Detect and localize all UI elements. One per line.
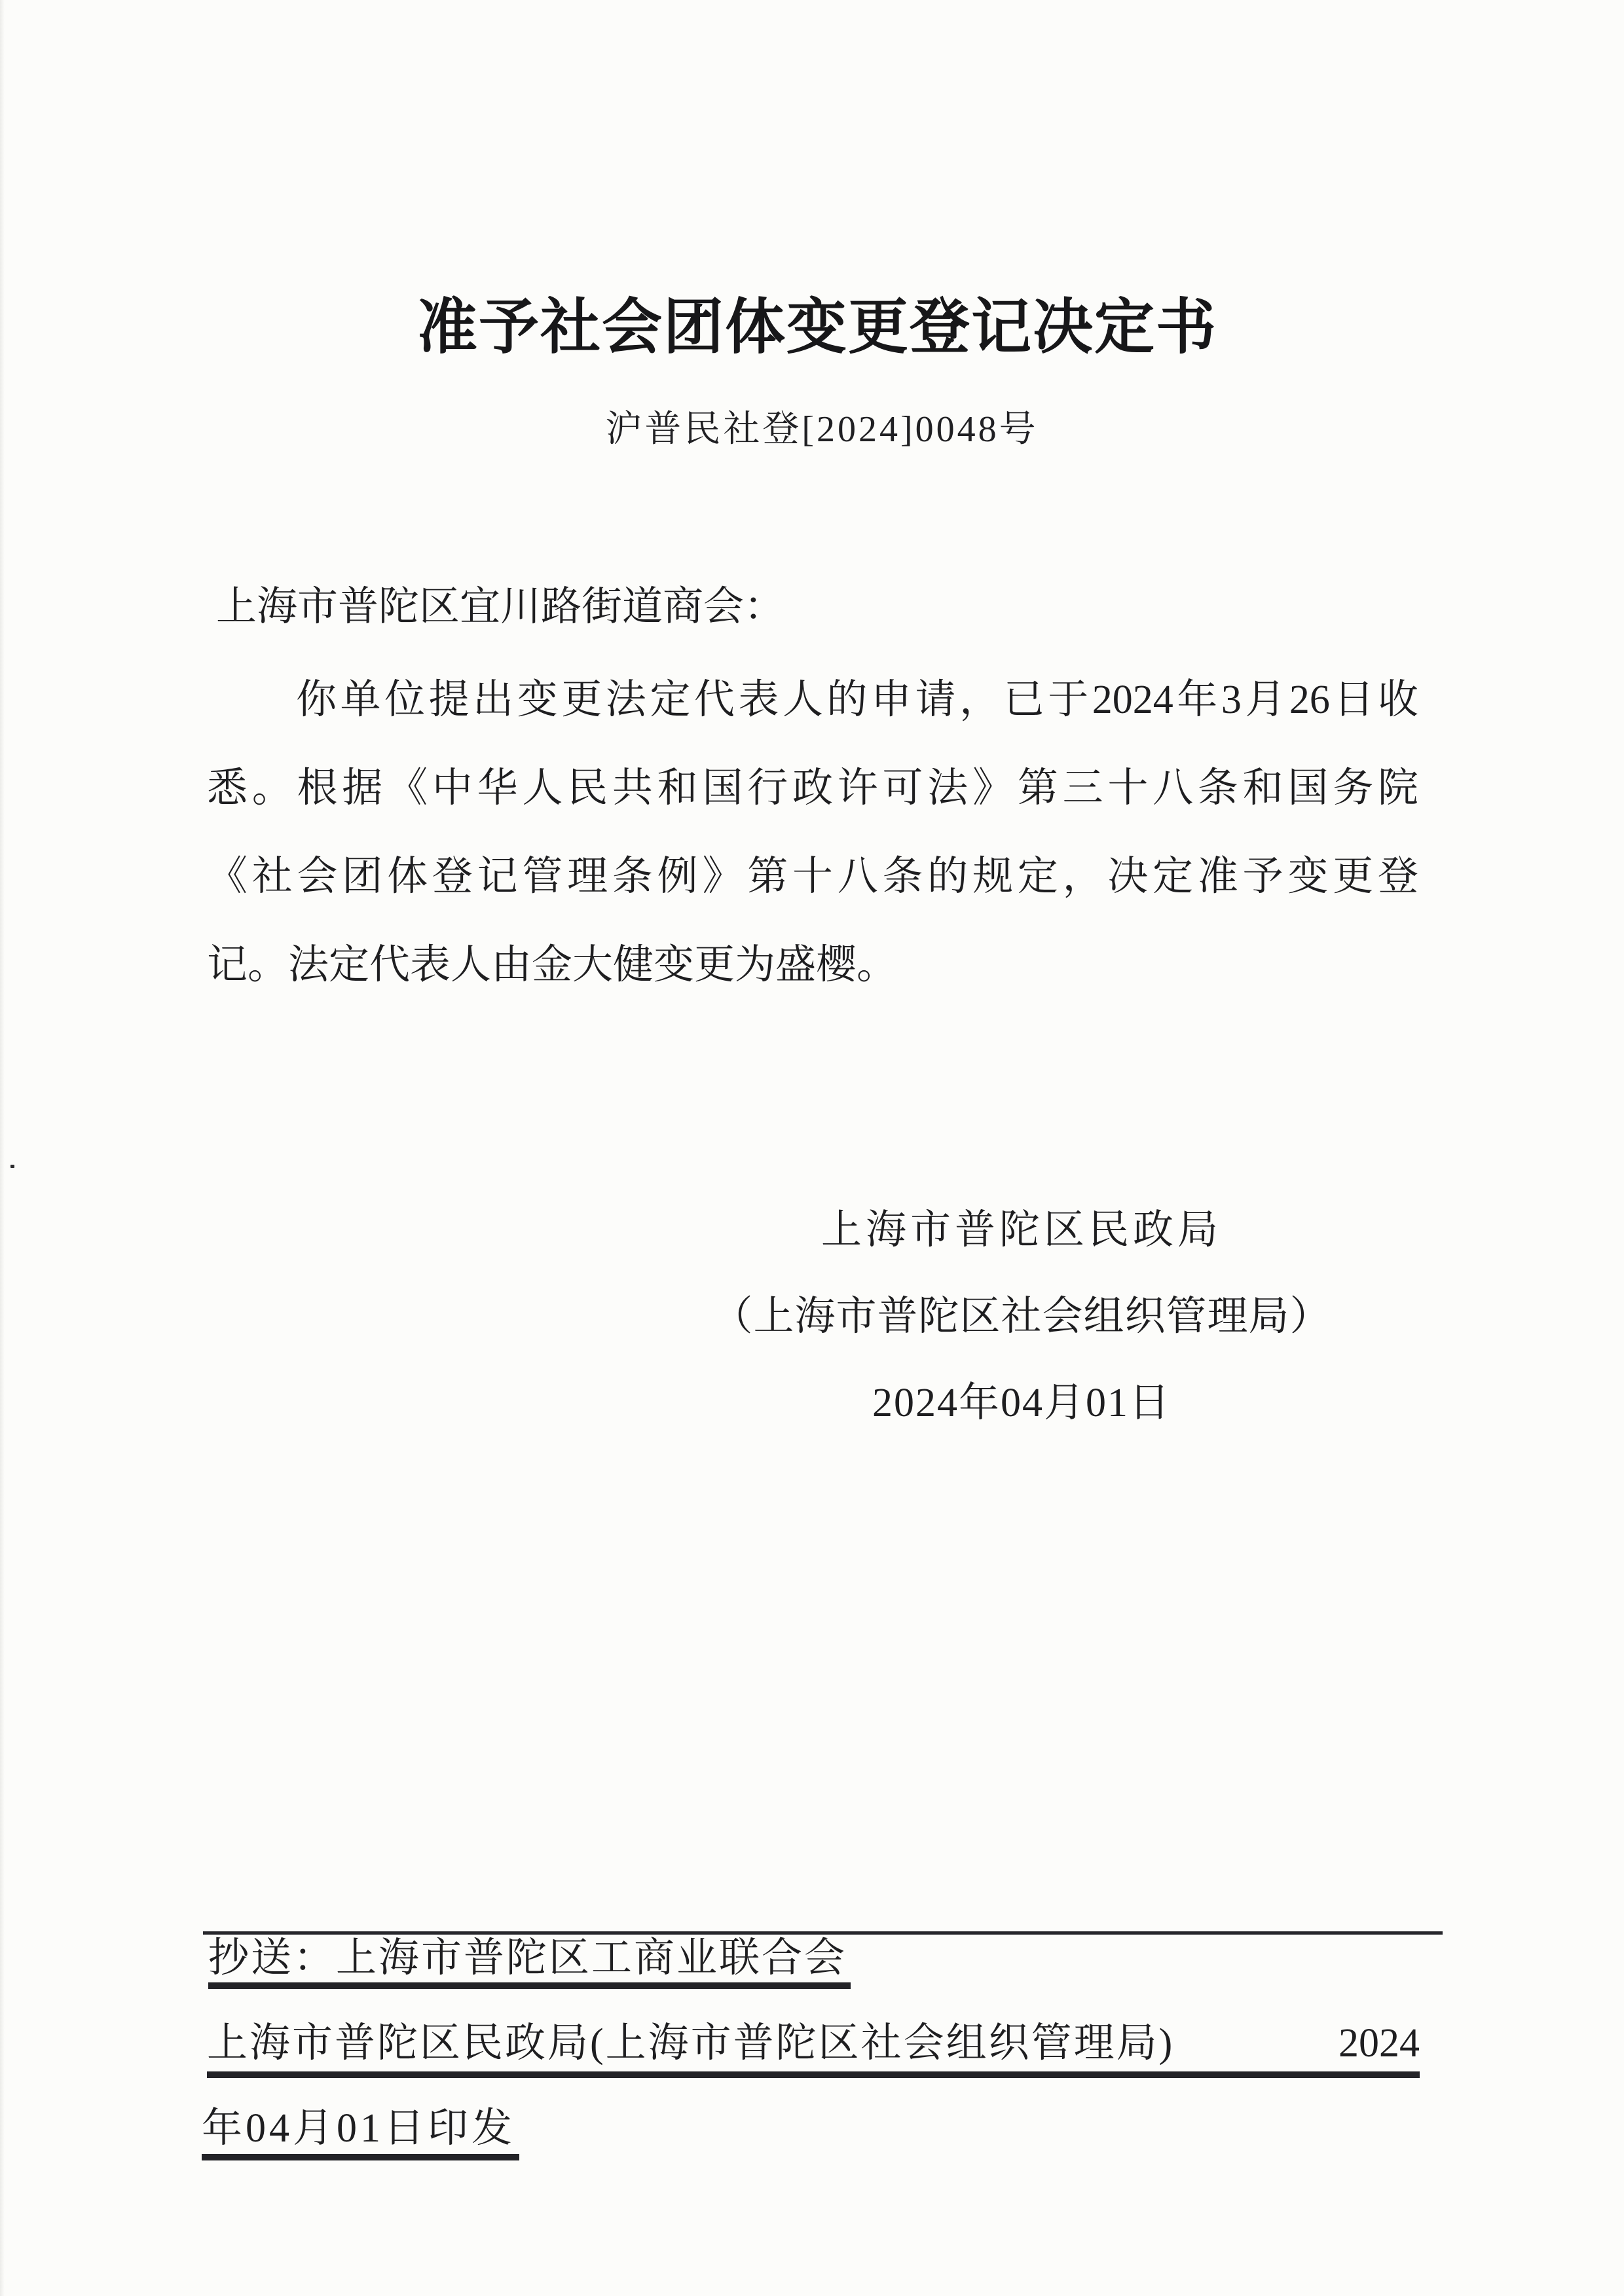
document-title: 准予社会团体变更登记决定书	[416, 294, 1217, 361]
document-number: 沪普民社登[2024]0048号	[605, 409, 1039, 450]
signature-date: 2024年04月01日	[872, 1381, 1171, 1425]
footer-issuer-text: 上海市普陀区民政局(上海市普陀区社会组织管理局)	[207, 2021, 1175, 2066]
body-line: 《社会团体登记管理条例》第十八条的规定，决定准予变更登	[207, 854, 1418, 899]
body-line: 你单位提出变更法定代表人的申请，已于2024年3月26日收	[296, 678, 1418, 722]
footer-separator-rule	[203, 1931, 1443, 1935]
scan-artifact-dot	[10, 1165, 14, 1168]
body-line: 悉。根据《中华人民共和国行政许可法》第三十八条和国务院	[207, 766, 1418, 811]
footer-cc-line: 抄送：上海市普陀区工商业联合会	[208, 1938, 851, 1989]
footer-issue-year: 2024	[1338, 2021, 1420, 2066]
salutation: 上海市普陀区宜川路街道商会：	[216, 585, 785, 629]
footer-issue-date-line: 年04月01日印发	[202, 2108, 519, 2160]
signature-organization-alias: （上海市普陀区社会组织管理局）	[712, 1294, 1331, 1339]
body-line: 记。法定代表人由金大健变更为盛樱。	[207, 943, 898, 987]
signature-organization: 上海市普陀区民政局	[821, 1208, 1222, 1252]
footer-issuer-row	[207, 2023, 1420, 2078]
